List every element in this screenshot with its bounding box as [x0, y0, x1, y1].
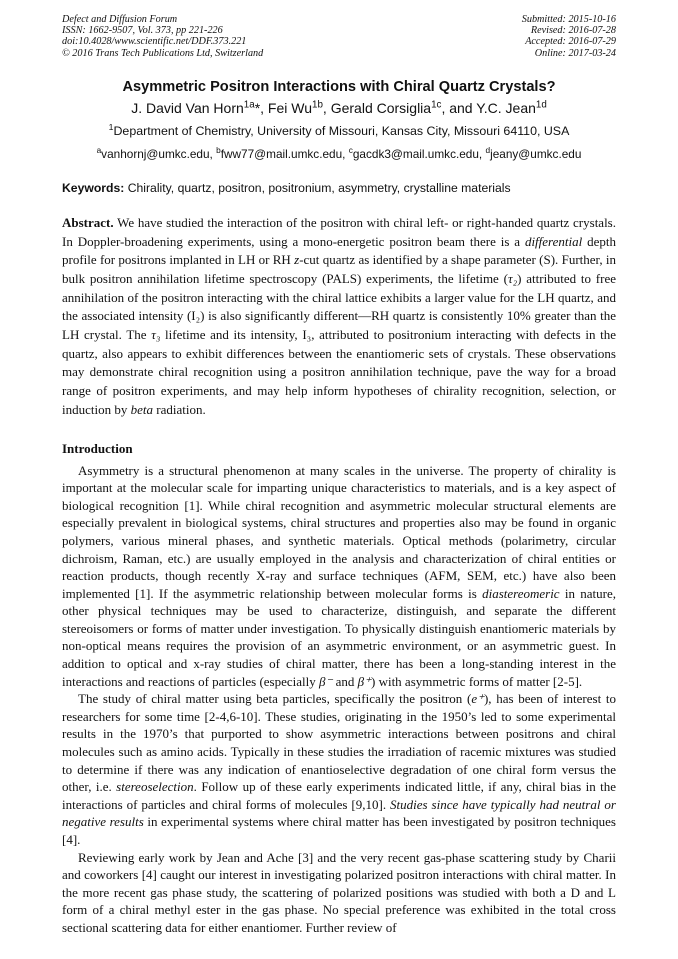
keywords	[62, 180, 616, 196]
author: Fei $Wu^{1b}$,	[267, 99, 331, 116]
journal-issn: ISSN: 1662-9507, Vol. 373, pp 221-226	[62, 25, 223, 37]
keywords-text: Chirality, quartz, positron, positronium, asymmetry, crystalline materials	[124, 180, 511, 195]
paragraph: Reviewing early work by Jean and Ache [3] and the very recent gas-phase scattering study by Charii and coworkers [4] caught our interest in investigating polarized positron interactions with chiral matter. In the more recent gas phase study, the scattering of polarized positions was studied with both a D and L form of a chiral methyl ester in the gas phase. No special preference was exhibited in the total cross sectional scattering data for either enantiomer. Further review of	[62, 849, 616, 935]
journal-name: Defect and Diffusion Forum	[62, 14, 178, 25]
email: $^b$fww77@mail.umkc.edu,	[216, 145, 349, 161]
author: Y.C. Jean$^{1d}$	[476, 99, 547, 116]
email: $^c$gacdk3@mail.umkc.edu,	[348, 145, 486, 161]
author-emails	[62, 146, 616, 162]
journal-info	[62, 14, 263, 59]
paper-page	[62, 14, 616, 937]
date-submitted: Submitted: 2015-10-16	[521, 14, 616, 25]
journal-doi: doi:10.4028/www.scientific.net/DDF.373.221	[62, 36, 247, 48]
author: J. David Van Horn$^{1a}$*,	[131, 99, 268, 116]
abstract: Abstract. We have studied the interaction of the positron with chiral left- or right-handed quartz crystals. In Doppler-broadening experiments, using a mono-energetic positron beam there is a differential depth profile for positrons implanted in LH or RH z-cut quartz as identified by a shape parameter (S). Further, in bulk positron annihilation lifetime spectroscopy (PALS) experiments, the lifetime (τ₂) attributed to free annihilation of the positron interacting with the chiral lattice exhibits a larger value for the LH quartz, and the associated intensity (I₂) is also significantly different—RH quartz is consistently 10% greater than the LH crystal. The τ₃ lifetime and its intensity, I₃, attributed to positronium interacting with defects in the quartz, also appears to exhibit differences between the enantiomeric sets of crystals. These observations may demonstrate chiral recognition using a positron annihilation technique, pave the way for a broad range of positron experiments, and may help inform hypotheses of chirality recognition, selection, or induction by beta radiation.	[62, 214, 616, 417]
paper-title: Asymmetric Positron Interactions with Chiral Quartz Crystals?	[122, 78, 556, 95]
paragraph: The study of chiral matter using beta particles, specifically the positron (e⁺), has been of interest to researchers for some time [2-4,6-10]. These studies, originating in the 1950’s led to some experimental results in the 1970’s that purported to show asymmetric interactions between positrons and chiral molecules such as amino acids. Typically in these studies the irradiation of racemic mixtures was studied to determine if there was any indication of enantioselective degradation of one chiral form versus the other, i.e. stereoselection. Follow up of these early experiments indicated little, if any, chiral bias in the interactions of particles and chiral forms of molecules [9,10]. Studies since have typically had neutral or negative results in experimental systems where chiral matter has been investigated by positron techniques [4].	[62, 691, 616, 848]
section-heading-introduction: Introduction	[62, 440, 133, 456]
date-revised: Revised: 2016-07-28	[530, 25, 616, 37]
journal-copyright: © 2016 Trans Tech Publications Ltd, Switzerland	[62, 47, 264, 59]
date-online: Online: 2017-03-24	[534, 47, 616, 59]
abstract-label: Abstract.	[62, 214, 114, 230]
affiliation: $^1$Department of Chemistry, University of Missouri, Kansas City, Missouri 64110, USA	[108, 121, 570, 138]
keywords-label: Keywords:	[62, 180, 125, 195]
publication-dates	[522, 14, 616, 59]
paragraph: Asymmetry is a structural phenomenon at many scales in the universe. The property of chirality is important at the molecular scale for imparting unique characteristics to materials, and is a key aspect of biological recognition [1]. While chiral recognition and asymmetric molecular structural elements are especially prevalent in biological systems, chiral structures and properties also may be found in organic polymers, various mineral phases, and synthetic materials. Optical methods (polarimetry, circular dichroism, Raman, etc.) are usually employed in the analysis and characterization of chiral entities or reaction products, though recently X-ray and surface techniques (AFM, SEM, etc.) have also been implemented [1]. If the asymmetric relationship between molecular forms is diastereomeric in nature, other physical techniques may be used to characterize, distinguish, and separate the different stereoisomers or forms of matter under investigation. To physically distinguish enantiomeric materials by non-optical means requires the provision of an asymmetric environment, or an asymmetric guest. In addition to optical and x-ray studies of chiral matter, there has been a long-standing interest in the interactions and reactions of particles (especially β⁻ and β⁺) with asymmetric forms of matter [2-5].	[62, 462, 617, 689]
author: Gerald Corsiglia$^{1c}$, and	[330, 99, 477, 116]
email: $^d$jeany@umkc.edu	[485, 145, 582, 161]
introduction-body	[62, 462, 616, 937]
author-list	[62, 99, 616, 117]
email: $^a$vanhornj@umkc.edu,	[96, 145, 217, 161]
date-accepted: Accepted: 2016-07-29	[525, 36, 616, 48]
journal-header	[62, 14, 616, 59]
